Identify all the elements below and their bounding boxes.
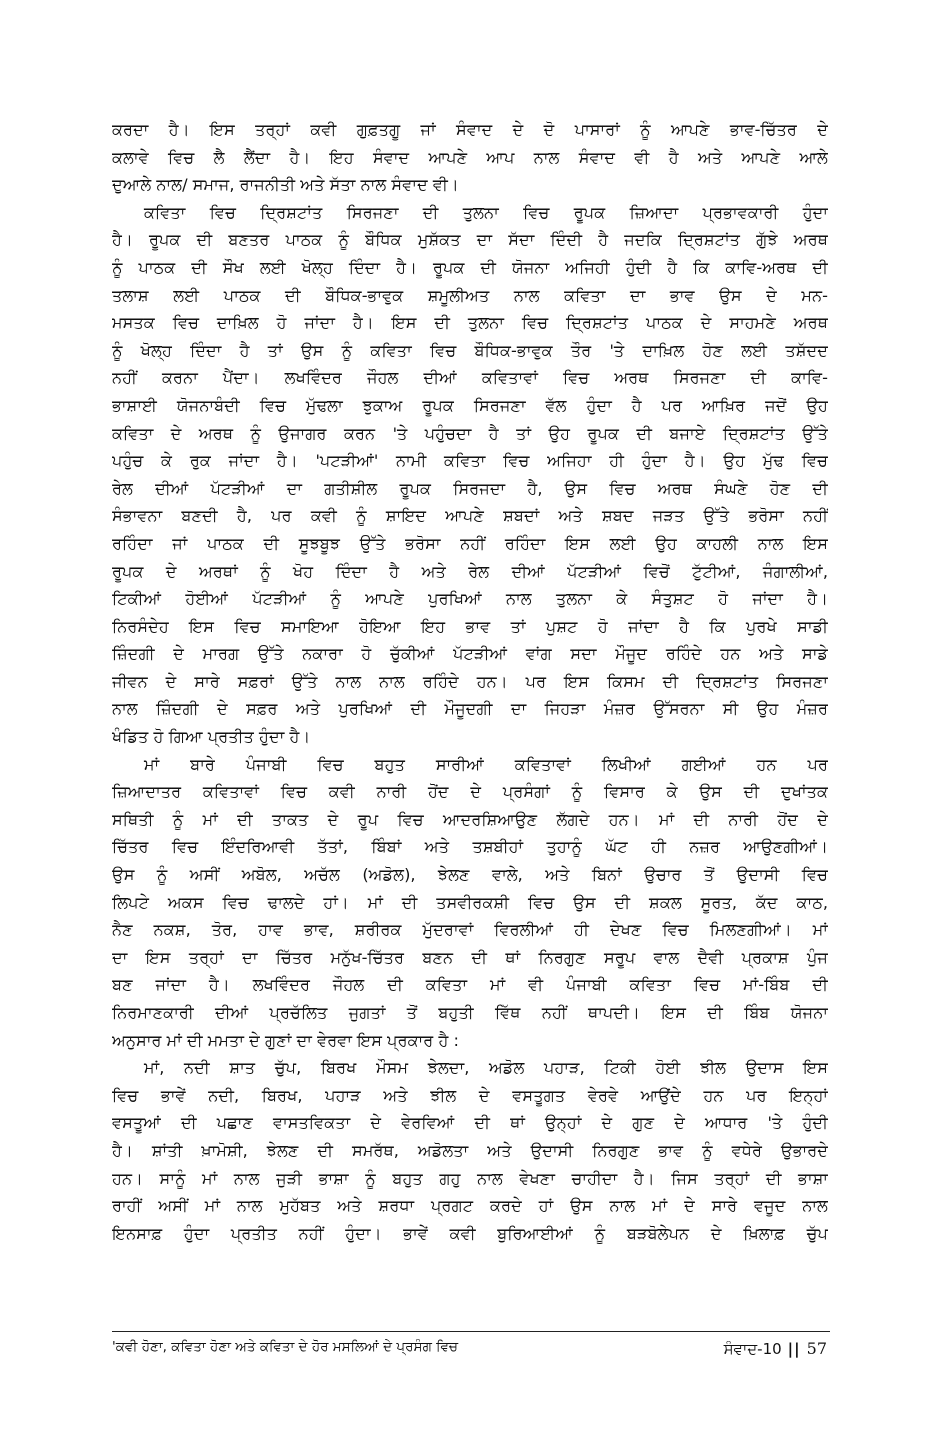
text-line: ਨਾਲ ਜ਼ਿੰਦਗੀ ਦੇ ਸਫ਼ਰ ਅਤੇ ਪੁਰਖਿਆਂ ਦੀ ਮੌਜੂਦਗੀ ਦਾ ਜਿਹੜਾ ਮੰਜ਼ਰ ਉੱਸਰਨਾ ਸੀ ਉਹ ਮੰਜ਼ਰ (112, 699, 828, 719)
text-line: ਲਿਪਟੇ ਅਕਸ ਵਿਚ ਢਾਲਦੇ ਹਾਂ। ਮਾਂ ਦੀ ਤਸਵੀਰਕਸ਼ੀ ਵਿਚ ਉਸ ਦੀ ਸ਼ਕਲ ਸੂਰਤ, ਕੱਦ ਕਾਠ, (112, 892, 828, 912)
text-line: ਭਾਸ਼ਾਈ ਯੋਜਨਾਬੰਦੀ ਵਿਚ ਮੁੱਢਲਾ ਝੁਕਾਅ ਰੂਪਕ ਸਿਰਜਣਾ ਵੱਲ ਹੁੰਦਾ ਹੈ ਪਰ ਆਖ਼ਿਰ ਜਦੋਂ ਉਹ (112, 395, 828, 415)
text-line: ਜੀਵਨ ਦੇ ਸਾਰੇ ਸਫ਼ਰਾਂ ਉੱਤੇ ਨਾਲ ਨਾਲ ਰਹਿੰਦੇ ਹਨ। ਪਰ ਇਸ ਕਿਸਮ ਦੀ ਦ੍ਰਿਸ਼ਟਾਂਤ ਸਿਰਜਣਾ (112, 671, 828, 691)
text-line: ਕਵਿਤਾ ਵਿਚ ਦ੍ਰਿਸ਼ਟਾਂਤ ਸਿਰਜਣਾ ਦੀ ਤੁਲਨਾ ਵਿਚ ਰੂਪਕ ਜ਼ਿਆਦਾ ਪ੍ਰਭਾਵਕਾਰੀ ਹੁੰਦਾ (144, 202, 828, 222)
text-line: ਵਸਤੂਆਂ ਦੀ ਪਛਾਣ ਵਾਸਤਵਿਕਤਾ ਦੇ ਵੇਰਵਿਆਂ ਦੀ ਥਾਂ ਉਨ੍ਹਾਂ ਦੇ ਗੁਣ ਦੇ ਆਧਾਰ 'ਤੇ ਹੁੰਦੀ (112, 1113, 828, 1133)
text-line: ਪਹੁੰਚ ਕੇ ਰੁਕ ਜਾਂਦਾ ਹੈ। 'ਪਟੜੀਆਂ' ਨਾਮੀ ਕਵਿਤਾ ਵਿਚ ਅਜਿਹਾ ਹੀ ਹੁੰਦਾ ਹੈ। ਉਹ ਮੁੱਢ ਵਿਚ (112, 451, 828, 471)
running-title: 'ਕਵੀ ਹੋਣਾ, ਕਵਿਤਾ ਹੋਣਾ ਅਤੇ ਕਵਿਤਾ ਦੇ ਹੋਰ ਮਸਲਿਆਂ ਦੇ ਪ੍ਰਸੰਗ ਵਿਚ (112, 1339, 459, 1355)
text-line: ਨਿਰਮਾਣਕਾਰੀ ਦੀਆਂ ਪ੍ਰਚੱਲਿਤ ਜੁਗਤਾਂ ਤੋਂ ਬਹੁਤੀ ਵਿੱਥ ਨਹੀਂ ਥਾਪਦੀ। ਇਸ ਦੀ ਬਿੰਬ ਯੋਜਨਾ (112, 1003, 828, 1022)
text-line: ਦਾ ਇਸ ਤਰ੍ਹਾਂ ਦਾ ਚਿੱਤਰ ਮਨੁੱਖ-ਚਿੱਤਰ ਬਣਨ ਦੀ ਥਾਂ ਨਿਰਗੁਣ ਸਰੂਪ ਵਾਲ ਦੈਵੀ ਪ੍ਰਕਾਸ਼ ਪੁੰਜ (112, 947, 828, 967)
text-line: ਹਨ। ਸਾਨੂੰ ਮਾਂ ਨਾਲ ਜੁੜੀ ਭਾਸ਼ਾ ਨੂੰ ਬਹੁਤ ਗਹੁ ਨਾਲ ਵੇਖਣਾ ਚਾਹੀਦਾ ਹੈ। ਜਿਸ ਤਰ੍ਹਾਂ ਦੀ ਭਾਸ਼ਾ (112, 1168, 828, 1188)
journal-name: ਸੰਵਾਦ-10 (723, 1340, 782, 1358)
text-line: ਟਿਕੀਆਂ ਹੋਈਆਂ ਪੱਟੜੀਆਂ ਨੂੰ ਆਪਣੇ ਪੁਰਖਿਆਂ ਨਾਲ ਤੁਲਨਾ ਕੇ ਸੰਤੁਸ਼ਟ ਹੋ ਜਾਂਦਾ ਹੈ। (112, 589, 828, 609)
text-line: ਮਸਤਕ ਵਿਚ ਦਾਖ਼ਿਲ ਹੋ ਜਾਂਦਾ ਹੈ। ਇਸ ਦੀ ਤੁਲਨਾ ਵਿਚ ਦ੍ਰਿਸ਼ਟਾਂਤ ਪਾਠਕ ਦੇ ਸਾਹਮਣੇ ਅਰਥ (112, 313, 828, 333)
text-line: ਰੂਪਕ ਦੇ ਅਰਥਾਂ ਨੂੰ ਖੋਹ ਦਿੰਦਾ ਹੈ ਅਤੇ ਰੇਲ ਦੀਆਂ ਪੱਟੜੀਆਂ ਵਿਚੋਂ ਟੁੱਟੀਆਂ, ਜੰਗਾਲੀਆਂ, (112, 561, 828, 581)
text-line: ਜ਼ਿੰਦਗੀ ਦੇ ਮਾਰਗ ਉੱਤੇ ਨਕਾਰਾ ਹੋ ਚੁੱਕੀਆਂ ਪੱਟੜੀਆਂ ਵਾਂਗ ਸਦਾ ਮੌਜੂਦ ਰਹਿੰਦੇ ਹਨ ਅਤੇ ਸਾਡੇ (112, 644, 828, 664)
text-line: ਮਾਂ ਬਾਰੇ ਪੰਜਾਬੀ ਵਿਚ ਬਹੁਤ ਸਾਰੀਆਂ ਕਵਿਤਾਵਾਂ ਲਿਖੀਆਂ ਗਈਆਂ ਹਨ ਪਰ (144, 754, 828, 774)
text-line: ਸਥਿਤੀ ਨੂੰ ਮਾਂ ਦੀ ਤਾਕਤ ਦੇ ਰੂਪ ਵਿਚ ਆਦਰਸ਼ਿਆਉਣ ਲੱਗਦੇ ਹਨ। ਮਾਂ ਦੀ ਨਾਰੀ ਹੋਂਦ ਦੇ (112, 809, 828, 829)
text-line: ਦੁਆਲੇ ਨਾਲ/ ਸਮਾਜ, ਰਾਜਨੀਤੀ ਅਤੇ ਸੱਤਾ ਨਾਲ ਸੰਵਾਦ ਵੀ। (112, 175, 459, 195)
text-line: ਕਲਾਵੇ ਵਿਚ ਲੈ ਲੈਂਦਾ ਹੈ। ਇਹ ਸੰਵਾਦ ਆਪਣੇ ਆਪ ਨਾਲ ਸੰਵਾਦ ਵੀ ਹੈ ਅਤੇ ਆਪਣੇ ਆਲੇ (112, 147, 828, 167)
footer-separator: || (787, 1340, 801, 1358)
text-line: ਰਾਹੀਂ ਅਸੀਂ ਮਾਂ ਨਾਲ ਮੁਹੱਬਤ ਅਤੇ ਸ਼ਰਧਾ ਪ੍ਰਗਟ ਕਰਦੇ ਹਾਂ ਉਸ ਨਾਲ ਮਾਂ ਦੇ ਸਾਰੇ ਵਜੂਦ ਨਾਲ (112, 1196, 828, 1216)
text-line: ਨਹੀਂ ਕਰਨਾ ਪੈਂਦਾ। ਲਖਵਿੰਦਰ ਜੌਹਲ ਦੀਆਂ ਕਵਿਤਾਵਾਂ ਵਿਚ ਅਰਥ ਸਿਰਜਣਾ ਦੀ ਕਾਵਿ- (112, 368, 828, 388)
footer-rule (112, 1331, 830, 1332)
text-line: ਬਣ ਜਾਂਦਾ ਹੈ। ਲਖਵਿੰਦਰ ਜੌਹਲ ਦੀ ਕਵਿਤਾ ਮਾਂ ਵੀ ਪੰਜਾਬੀ ਕਵਿਤਾ ਵਿਚ ਮਾਂ-ਬਿੰਬ ਦੀ (112, 975, 828, 995)
page-footer-right (724, 1339, 827, 1359)
text-line: ਨੂੰ ਪਾਠਕ ਦੀ ਸੌਖ ਲਈ ਖੋਲ੍ਹ ਦਿੰਦਾ ਹੈ। ਰੂਪਕ ਦੀ ਯੋਜਨਾ ਅਜਿਹੀ ਹੁੰਦੀ ਹੈ ਕਿ ਕਾਵਿ-ਅਰਥ ਦੀ (112, 257, 828, 277)
text-line: ਨੈਣ ਨਕਸ਼, ਤੋਰ, ਹਾਵ ਭਾਵ, ਸ਼ਰੀਰਕ ਮੁੱਦਰਾਵਾਂ ਵਿਰਲੀਆਂ ਹੀ ਦੇਖਣ ਵਿਚ ਮਿਲਣਗੀਆਂ। ਮਾਂ (112, 920, 828, 940)
text-line: ਜ਼ਿਆਦਾਤਰ ਕਵਿਤਾਵਾਂ ਵਿਚ ਕਵੀ ਨਾਰੀ ਹੋਂਦ ਦੇ ਪ੍ਰਸੰਗਾਂ ਨੂੰ ਵਿਸਾਰ ਕੇ ਉਸ ਦੀ ਦੁਖਾਂਤਕ (112, 782, 828, 802)
text-line: ਅਨੁਸਾਰ ਮਾਂ ਦੀ ਮਮਤਾ ਦੇ ਗੁਣਾਂ ਦਾ ਵੇਰਵਾ ਇਸ ਪ੍ਰਕਾਰ ਹੈ : (112, 1030, 460, 1050)
text-line: ਤਲਾਸ਼ ਲਈ ਪਾਠਕ ਦੀ ਬੌਧਿਕ-ਭਾਵੁਕ ਸ਼ਮੂਲੀਅਤ ਨਾਲ ਕਵਿਤਾ ਦਾ ਭਾਵ ਉਸ ਦੇ ਮਨ- (112, 285, 828, 305)
text-line: ਰਹਿੰਦਾ ਜਾਂ ਪਾਠਕ ਦੀ ਸੂਝਬੂਝ ਉੱਤੇ ਭਰੋਸਾ ਨਹੀਂ ਰਹਿੰਦਾ ਇਸ ਲਈ ਉਹ ਕਾਹਲੀ ਨਾਲ ਇਸ (112, 533, 828, 553)
text-line: ਮਾਂ, ਨਦੀ ਸ਼ਾਤ ਚੁੱਪ, ਬਿਰਖ ਮੌਸਮ ਝੇਲਦਾ, ਅਡੋਲ ਪਹਾੜ, ਟਿਕੀ ਹੋਈ ਝੀਲ ਉਦਾਸ ਇਸ (144, 1058, 828, 1078)
text-line: ਹੈ। ਰੂਪਕ ਦੀ ਬਣਤਰ ਪਾਠਕ ਨੂੰ ਬੌਧਿਕ ਮੁਸ਼ੱਕਤ ਦਾ ਸੱਦਾ ਦਿੰਦੀ ਹੈ ਜਦਕਿ ਦ੍ਰਿਸ਼ਟਾਂਤ ਗੁੱਝੇ ਅਰਥ (112, 230, 828, 250)
page-number: 57 (806, 1339, 827, 1358)
text-line: ਚਿੱਤਰ ਵਿਚ ਇੰਦਰਿਆਵੀ ਤੱਤਾਂ, ਬਿੰਬਾਂ ਅਤੇ ਤਸ਼ਬੀਹਾਂ ਤੁਹਾਨੂੰ ਘੱਟ ਹੀ ਨਜ਼ਰ ਆਉਣਗੀਆਂ। (112, 837, 828, 857)
text-line: ਖੰਡਿਤ ਹੋ ਗਿਆ ਪ੍ਰਤੀਤ ਹੁੰਦਾ ਹੈ। (112, 727, 311, 747)
text-line: ਉਸ ਨੂੰ ਅਸੀਂ ਅਬੋਲ, ਅਚੱਲ (ਅਡੋਲ), ਝੇਲਣ ਵਾਲੇ, ਅਤੇ ਬਿਨਾਂ ਉਚਾਰ ਤੋਂ ਉਦਾਸੀ ਵਿਚ (112, 865, 828, 885)
body-text (112, 116, 828, 1247)
text-line: ਹੈ। ਸ਼ਾਂਤੀ ਖ਼ਾਮੋਸ਼ੀ, ਝੇਲਣ ਦੀ ਸਮਰੱਥ, ਅਡੋਲਤਾ ਅਤੇ ਉਦਾਸੀ ਨਿਰਗੁਣ ਭਾਵ ਨੂੰ ਵਧੇਰੇ ਉਭਾਰਦੇ (112, 1140, 828, 1160)
text-line: ਰੇਲ ਦੀਆਂ ਪੱਟੜੀਆਂ ਦਾ ਗਤੀਸ਼ੀਲ ਰੂਪਕ ਸਿਰਜਦਾ ਹੈ, ਉਸ ਵਿਚ ਅਰਥ ਸੰਘਣੇ ਹੋਣ ਦੀ (112, 478, 828, 498)
text-line: ਇਨਸਾਫ਼ ਹੁੰਦਾ ਪ੍ਰਤੀਤ ਨਹੀਂ ਹੁੰਦਾ। ਭਾਵੇਂ ਕਵੀ ਬੁਰਿਆਈਆਂ ਨੂੰ ਬੜਬੋਲੇਪਨ ਦੇ ਖ਼ਿਲਾਫ਼ ਚੁੱਪ (112, 1223, 828, 1243)
text-line: ਕਰਦਾ ਹੈ। ਇਸ ਤਰ੍ਹਾਂ ਕਵੀ ਗੁਫ਼ਤਗੂ ਜਾਂ ਸੰਵਾਦ ਦੇ ਦੋ ਪਾਸਾਰਾਂ ਨੂੰ ਆਪਣੇ ਭਾਵ-ਚਿੱਤਰ ਦੇ (112, 120, 828, 139)
text-line: ਨਿਰਸੰਦੇਹ ਇਸ ਵਿਚ ਸਮਾਇਆ ਹੋਇਆ ਇਹ ਭਾਵ ਤਾਂ ਪੁਸ਼ਟ ਹੋ ਜਾਂਦਾ ਹੈ ਕਿ ਪੁਰਖੇ ਸਾਡੀ (112, 616, 828, 636)
text-line: ਵਿਚ ਭਾਵੇਂ ਨਦੀ, ਬਿਰਖ, ਪਹਾੜ ਅਤੇ ਝੀਲ ਦੇ ਵਸਤੂਗਤ ਵੇਰਵੇ ਆਉਂਦੇ ਹਨ ਪਰ ਇਨ੍ਹਾਂ (112, 1085, 828, 1105)
text-line: ਕਵਿਤਾ ਦੇ ਅਰਥ ਨੂੰ ਉਜਾਗਰ ਕਰਨ 'ਤੇ ਪਹੁੰਚਦਾ ਹੈ ਤਾਂ ਉਹ ਰੂਪਕ ਦੀ ਬਜਾਏ ਦ੍ਰਿਸ਼ਟਾਂਤ ਉੱਤੇ (112, 423, 828, 443)
text-line: ਸੰਭਾਵਨਾ ਬਣਦੀ ਹੈ, ਪਰ ਕਵੀ ਨੂੰ ਸ਼ਾਇਦ ਆਪਣੇ ਸ਼ਬਦਾਂ ਅਤੇ ਸ਼ਬਦ ਜੜਤ ਉੱਤੇ ਭਰੋਸਾ ਨਹੀਂ (112, 506, 828, 526)
text-line: ਨੂੰ ਖੋਲ੍ਹ ਦਿੰਦਾ ਹੈ ਤਾਂ ਉਸ ਨੂੰ ਕਵਿਤਾ ਵਿਚ ਬੌਧਿਕ-ਭਾਵੁਕ ਤੌਰ 'ਤੇ ਦਾਖ਼ਿਲ ਹੋਣ ਲਈ ਤਸ਼ੱਦਦ (112, 340, 828, 360)
